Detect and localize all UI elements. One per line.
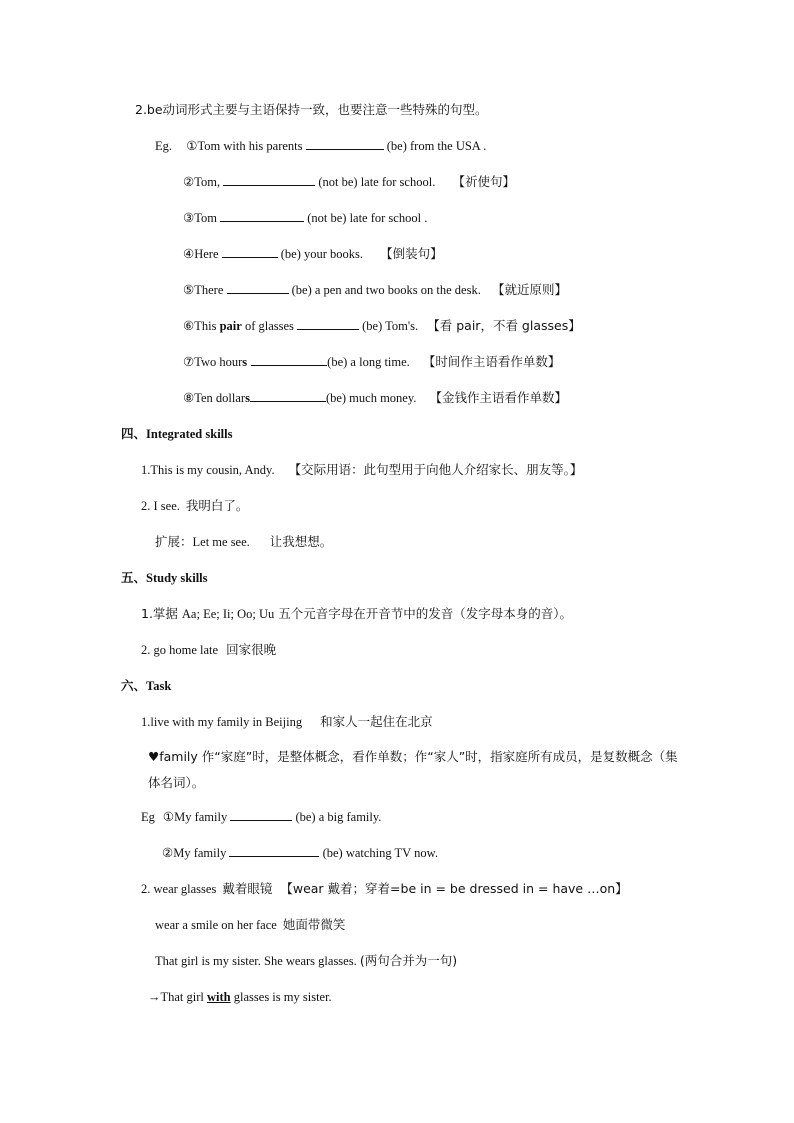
line-cn: 戴着眼镜 — [222, 881, 273, 896]
example-6 — [183, 317, 581, 335]
heading-title: Task — [146, 679, 172, 693]
line-en: That girl is my sister. She wears glasses. — [155, 954, 360, 968]
task-eg-1 — [141, 808, 381, 826]
eg-label: Eg. — [155, 139, 173, 153]
item-number: ③ — [183, 211, 195, 225]
heading-number: 五、 — [121, 570, 147, 585]
item-number: ② — [183, 175, 195, 189]
line-en: (be) watching TV now. — [319, 846, 438, 860]
task-line-1 — [141, 713, 433, 731]
item-number: ⑦ — [183, 355, 195, 369]
item-text: Ten dollar — [194, 391, 246, 405]
item-number: ④ — [183, 247, 195, 261]
item-number: ① — [186, 139, 198, 153]
line-cn: 让我想想。 — [269, 534, 333, 549]
integrated-line-2 — [141, 497, 248, 515]
line-underlined: with — [207, 990, 231, 1004]
line-en: 1.live with my family in Beijing — [141, 715, 303, 729]
eg-label: Eg — [141, 810, 155, 824]
line-cn: 和家人一起住在北京 — [320, 714, 433, 729]
line-en: Aa; Ee; Ii; Oo; Uu — [181, 607, 275, 621]
item-number: ⑥ — [183, 319, 195, 333]
item-text: Tom with his parents — [197, 139, 306, 153]
section-heading-study-skills — [121, 569, 208, 587]
example-1 — [155, 137, 486, 155]
item-text: (be) Tom's. — [359, 319, 419, 333]
answer-blank — [250, 389, 326, 402]
example-3 — [183, 209, 427, 227]
answer-blank — [251, 353, 327, 366]
item-note: 【倒装句】 — [380, 246, 443, 261]
item-text: Here — [194, 247, 222, 261]
line-en: Let me see. — [192, 535, 250, 549]
study-line-1 — [141, 605, 572, 623]
item-text: (be) your books. — [277, 247, 364, 261]
line-en: →That girl — [148, 990, 208, 1004]
item-text: of glasses — [241, 319, 298, 333]
item-note: 【金钱作主语看作单数】 — [429, 390, 568, 405]
item-text: This — [194, 319, 220, 333]
family-note: ♥family 作“家庭”时，是整体概念，看作单数；作“家人”时，指家庭所有成员，是复数概念（集体名词）。 — [148, 749, 678, 790]
example-8 — [183, 389, 567, 407]
example-5 — [183, 281, 567, 299]
answer-blank — [220, 209, 304, 222]
section-heading-task — [121, 677, 171, 695]
heading-number: 四、 — [121, 426, 147, 441]
heading-number: 六、 — [121, 678, 147, 693]
line-en: ②My family — [162, 846, 230, 860]
task-line-3 — [155, 916, 345, 934]
item-text: Tom — [194, 211, 221, 225]
item-text: (not be) late for school. — [315, 175, 436, 189]
item-text: There — [194, 283, 227, 297]
line-cn: 我明白了。 — [185, 498, 249, 513]
integrated-line-1 — [141, 461, 582, 479]
task-line-2 — [141, 880, 628, 898]
line-en: wear a smile on her face — [155, 918, 277, 932]
item-bold: s — [242, 355, 248, 369]
heading-title: Integrated skills — [146, 427, 233, 441]
heading-title: Study skills — [146, 571, 208, 585]
item-bold: pair — [219, 319, 242, 333]
task-line-4 — [155, 952, 457, 970]
answer-blank — [229, 844, 319, 857]
study-line-2 — [141, 641, 276, 659]
rule-text: 2.be动词形式主要与主语保持一致，也要注意一些特殊的句型。 — [135, 102, 488, 117]
item-note: 【时间作主语看作单数】 — [422, 354, 561, 369]
task-line-5 — [148, 988, 332, 1006]
answer-blank — [306, 137, 384, 150]
item-number: ⑤ — [183, 283, 195, 297]
item-text: (be) a long time. — [327, 355, 410, 369]
example-4 — [183, 245, 443, 263]
line-en: glasses is my sister. — [230, 990, 332, 1004]
line-cn: 她面带微笑 — [282, 917, 346, 932]
example-7 — [183, 353, 560, 371]
answer-blank — [223, 173, 315, 186]
item-number: ⑧ — [183, 391, 195, 405]
line-note: 【wear 戴着；穿着=be in = be dressed in = have …on】 — [280, 881, 628, 896]
line-cn: (两句合并为一句) — [359, 953, 458, 968]
line-en: 1.This is my cousin, Andy. — [141, 463, 275, 477]
line-cn: 回家很晚 — [226, 642, 277, 657]
answer-blank — [230, 808, 292, 821]
section-heading-integrated-skills — [121, 425, 232, 443]
line-cn: 【交际用语：此句型用于向他人介绍家长、朋友等。】 — [288, 462, 583, 477]
item-text: (be) from the USA . — [383, 139, 487, 153]
answer-blank — [222, 245, 278, 258]
line-en: 2. go home late — [141, 643, 219, 657]
line-en: (be) a big family. — [292, 810, 382, 824]
integrated-line-3 — [155, 533, 332, 551]
line-cn: 1.掌据 — [141, 606, 182, 621]
item-note: 【看 pair，不看 glasses】 — [427, 318, 581, 333]
item-text: Tom, — [194, 175, 224, 189]
item-text: (not be) late for school . — [304, 211, 428, 225]
line-label: 扩展： — [155, 534, 193, 549]
item-note: 【就近原则】 — [491, 282, 567, 297]
item-text: (be) much money. — [325, 391, 417, 405]
item-text: (be) a pen and two books on the desk. — [288, 283, 481, 297]
task-eg-2 — [162, 844, 438, 862]
item-note: 【祈使句】 — [452, 174, 515, 189]
item-bold: s — [245, 391, 250, 405]
line-en: 2. I see. — [141, 499, 180, 513]
item-text: Two hour — [194, 355, 243, 369]
line-en: ①My family — [162, 810, 231, 824]
example-2 — [183, 173, 515, 191]
answer-blank — [297, 317, 359, 330]
line-cn: 五个元音字母在开音节中的发音（发字母本身的音）。 — [274, 606, 572, 621]
answer-blank — [227, 281, 289, 294]
line-en: 2. wear glasses — [141, 882, 217, 896]
